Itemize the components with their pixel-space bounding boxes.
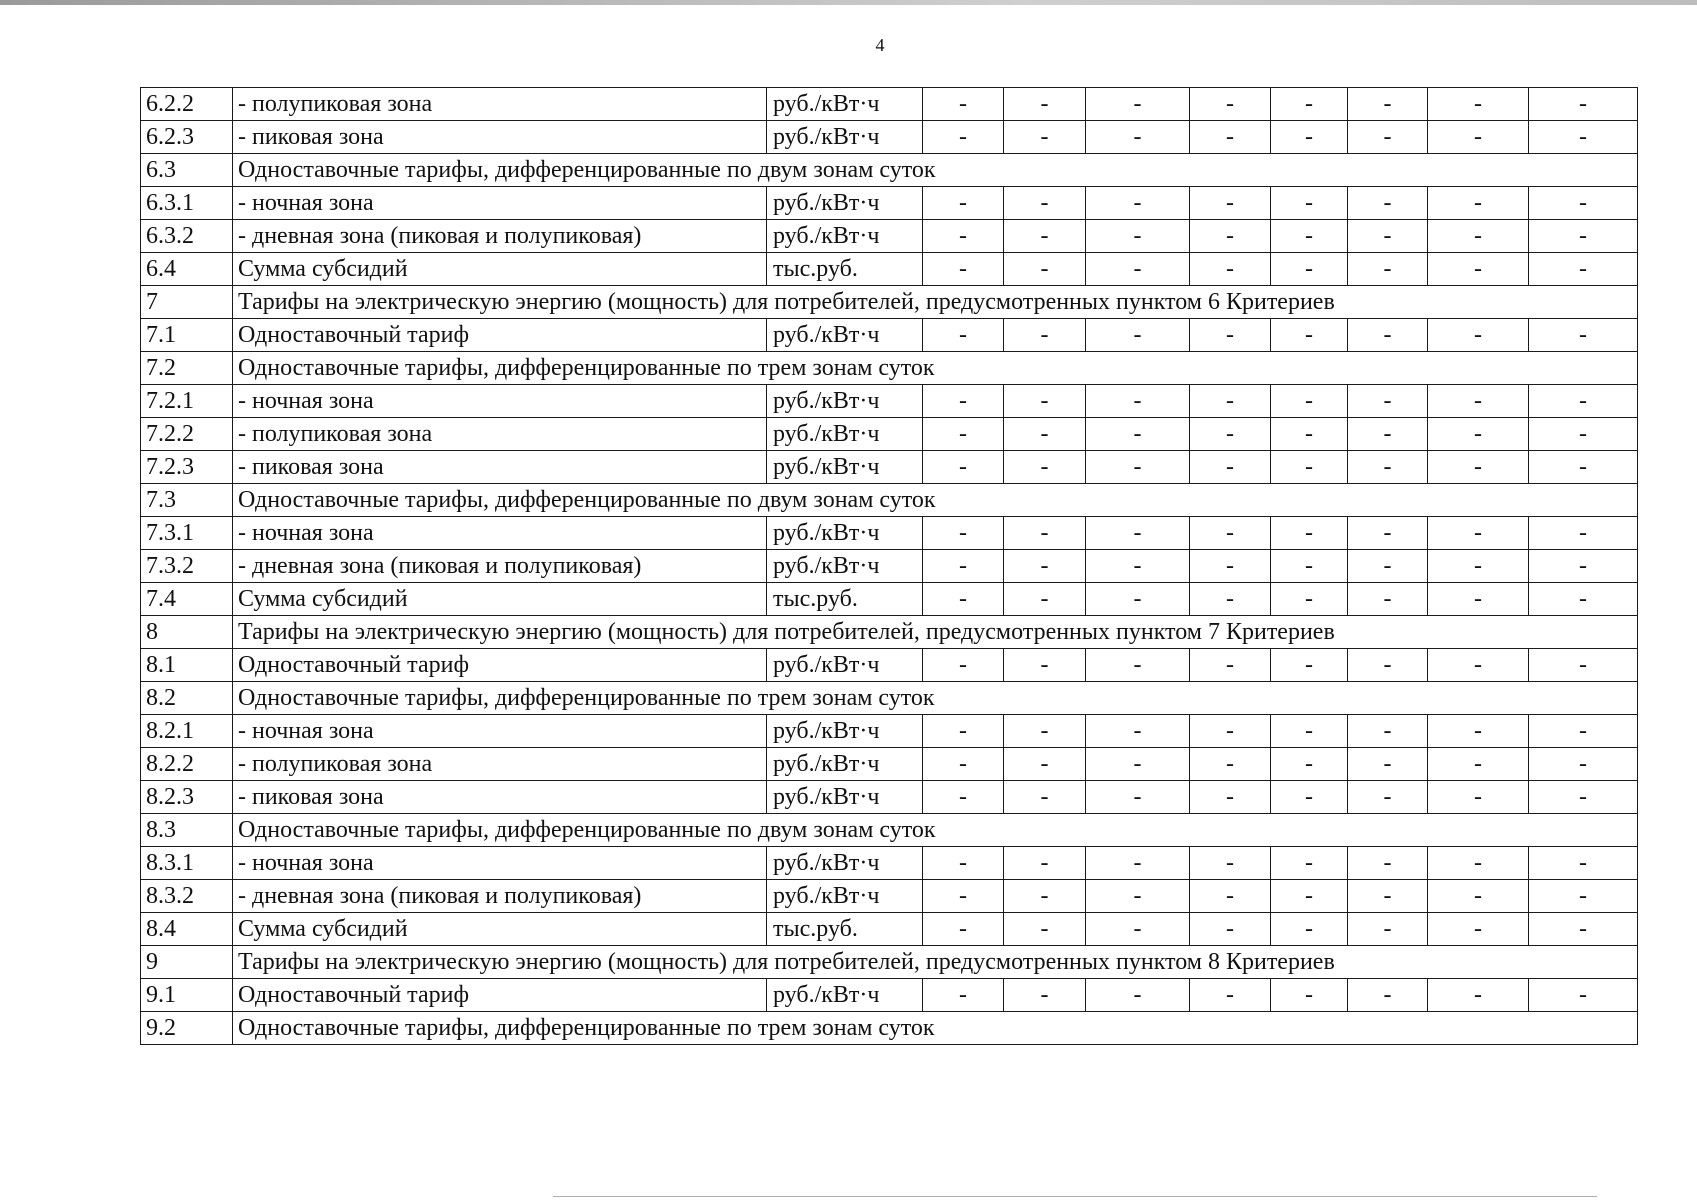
value-cell: - (1348, 88, 1428, 121)
row-number: 7.2.1 (141, 385, 233, 418)
unit-cell: руб./кВт·ч (767, 517, 923, 550)
row-label: - дневная зона (пиковая и полупиковая) (233, 550, 767, 583)
value-cell: - (1004, 979, 1086, 1012)
value-cell: - (1428, 979, 1529, 1012)
value-cell: - (1271, 451, 1348, 484)
row-number: 7.3 (141, 484, 233, 517)
value-cell: - (1004, 451, 1086, 484)
value-cell: - (1271, 748, 1348, 781)
scan-top-edge (0, 0, 1697, 5)
value-cell: - (1271, 583, 1348, 616)
value-cell: - (923, 583, 1004, 616)
unit-cell: руб./кВт·ч (767, 385, 923, 418)
unit-cell: тыс.руб. (767, 253, 923, 286)
value-cell: - (1428, 121, 1529, 154)
value-cell: - (1086, 715, 1190, 748)
scan-bottom-edge (553, 1196, 1597, 1197)
value-cell: - (1348, 715, 1428, 748)
value-cell: - (923, 88, 1004, 121)
row-number: 8.2.1 (141, 715, 233, 748)
section-row (141, 682, 1638, 715)
row-number: 8.3 (141, 814, 233, 847)
row-label: - полупиковая зона (233, 748, 767, 781)
section-heading: Тарифы на электрическую энергию (мощность) для потребителей, предусмотренных пунктом 7 Критериев (233, 616, 1638, 649)
value-cell: - (1190, 418, 1271, 451)
value-cell: - (1004, 88, 1086, 121)
value-cell: - (1086, 385, 1190, 418)
value-cell: - (1428, 550, 1529, 583)
value-cell: - (1348, 220, 1428, 253)
value-cell: - (1004, 847, 1086, 880)
value-cell: - (1004, 550, 1086, 583)
value-cell: - (1428, 418, 1529, 451)
value-cell: - (1086, 517, 1190, 550)
value-cell: - (1529, 451, 1638, 484)
value-cell: - (1271, 979, 1348, 1012)
unit-cell: руб./кВт·ч (767, 451, 923, 484)
value-cell: - (1086, 781, 1190, 814)
row-number: 8.2 (141, 682, 233, 715)
tariff-table (140, 87, 1638, 1045)
table-row (141, 979, 1638, 1012)
row-number: 9.2 (141, 1012, 233, 1045)
value-cell: - (1529, 319, 1638, 352)
value-cell: - (1271, 319, 1348, 352)
value-cell: - (1086, 319, 1190, 352)
row-number: 8.3.2 (141, 880, 233, 913)
value-cell: - (1190, 121, 1271, 154)
unit-cell: руб./кВт·ч (767, 418, 923, 451)
value-cell: - (1086, 88, 1190, 121)
value-cell: - (1190, 220, 1271, 253)
section-heading: Одноставочные тарифы, дифференцированные по трем зонам суток (233, 1012, 1638, 1045)
table-row (141, 187, 1638, 220)
row-number: 6.4 (141, 253, 233, 286)
value-cell: - (1271, 517, 1348, 550)
section-heading: Одноставочные тарифы, дифференцированные по трем зонам суток (233, 352, 1638, 385)
table-row (141, 418, 1638, 451)
value-cell: - (1428, 385, 1529, 418)
row-number: 6.3.1 (141, 187, 233, 220)
row-number: 8.2.2 (141, 748, 233, 781)
value-cell: - (1190, 649, 1271, 682)
row-number: 7.3.2 (141, 550, 233, 583)
table-row (141, 880, 1638, 913)
value-cell: - (1428, 847, 1529, 880)
value-cell: - (923, 121, 1004, 154)
row-number: 6.2.3 (141, 121, 233, 154)
value-cell: - (1004, 220, 1086, 253)
value-cell: - (923, 649, 1004, 682)
value-cell: - (1086, 121, 1190, 154)
value-cell: - (1271, 781, 1348, 814)
value-cell: - (923, 220, 1004, 253)
value-cell: - (1348, 583, 1428, 616)
table-row (141, 253, 1638, 286)
value-cell: - (1428, 517, 1529, 550)
value-cell: - (1529, 385, 1638, 418)
row-label: - дневная зона (пиковая и полупиковая) (233, 880, 767, 913)
value-cell: - (1529, 220, 1638, 253)
value-cell: - (1086, 979, 1190, 1012)
value-cell: - (1086, 583, 1190, 616)
row-label: - дневная зона (пиковая и полупиковая) (233, 220, 767, 253)
row-number: 8.3.1 (141, 847, 233, 880)
value-cell: - (923, 418, 1004, 451)
unit-cell: руб./кВт·ч (767, 550, 923, 583)
row-label: - пиковая зона (233, 781, 767, 814)
value-cell: - (1348, 550, 1428, 583)
row-label: Одноставочный тариф (233, 649, 767, 682)
value-cell: - (1271, 253, 1348, 286)
value-cell: - (1428, 715, 1529, 748)
value-cell: - (1529, 121, 1638, 154)
value-cell: - (1190, 385, 1271, 418)
page-number: 4 (875, 35, 885, 55)
value-cell: - (923, 913, 1004, 946)
unit-cell: тыс.руб. (767, 583, 923, 616)
unit-cell: руб./кВт·ч (767, 220, 923, 253)
value-cell: - (1004, 319, 1086, 352)
section-row (141, 286, 1638, 319)
value-cell: - (1271, 715, 1348, 748)
value-cell: - (1190, 88, 1271, 121)
unit-cell: руб./кВт·ч (767, 121, 923, 154)
value-cell: - (1086, 418, 1190, 451)
value-cell: - (1190, 847, 1271, 880)
value-cell: - (1348, 418, 1428, 451)
value-cell: - (1529, 253, 1638, 286)
value-cell: - (1086, 187, 1190, 220)
value-cell: - (923, 715, 1004, 748)
value-cell: - (1086, 847, 1190, 880)
value-cell: - (1190, 583, 1271, 616)
row-number: 7.2 (141, 352, 233, 385)
value-cell: - (1271, 88, 1348, 121)
table-row (141, 385, 1638, 418)
row-number: 7.3.1 (141, 517, 233, 550)
table-row (141, 847, 1638, 880)
value-cell: - (1348, 748, 1428, 781)
value-cell: - (1529, 715, 1638, 748)
unit-cell: руб./кВт·ч (767, 847, 923, 880)
row-label: Одноставочный тариф (233, 979, 767, 1012)
value-cell: - (923, 187, 1004, 220)
value-cell: - (1529, 649, 1638, 682)
row-label: Сумма субсидий (233, 583, 767, 616)
row-label: - полупиковая зона (233, 418, 767, 451)
value-cell: - (1004, 418, 1086, 451)
row-label: Сумма субсидий (233, 253, 767, 286)
value-cell: - (923, 781, 1004, 814)
value-cell: - (1529, 550, 1638, 583)
row-label: - пиковая зона (233, 451, 767, 484)
row-label: Одноставочный тариф (233, 319, 767, 352)
value-cell: - (1529, 88, 1638, 121)
row-number: 6.3 (141, 154, 233, 187)
value-cell: - (923, 748, 1004, 781)
value-cell: - (1190, 253, 1271, 286)
value-cell: - (1271, 418, 1348, 451)
section-row (141, 154, 1638, 187)
value-cell: - (1348, 253, 1428, 286)
table-body (141, 88, 1638, 1045)
table-row (141, 913, 1638, 946)
value-cell: - (1348, 121, 1428, 154)
value-cell: - (1348, 781, 1428, 814)
value-cell: - (1529, 880, 1638, 913)
row-label: - ночная зона (233, 385, 767, 418)
value-cell: - (1348, 847, 1428, 880)
value-cell: - (1428, 319, 1529, 352)
unit-cell: руб./кВт·ч (767, 715, 923, 748)
value-cell: - (1086, 253, 1190, 286)
value-cell: - (923, 319, 1004, 352)
row-number: 7.4 (141, 583, 233, 616)
row-number: 7.2.3 (141, 451, 233, 484)
value-cell: - (1004, 385, 1086, 418)
unit-cell: руб./кВт·ч (767, 781, 923, 814)
value-cell: - (1348, 649, 1428, 682)
value-cell: - (1004, 253, 1086, 286)
value-cell: - (1271, 550, 1348, 583)
value-cell: - (1271, 649, 1348, 682)
value-cell: - (1086, 220, 1190, 253)
table-row (141, 451, 1638, 484)
table-row (141, 748, 1638, 781)
value-cell: - (1004, 649, 1086, 682)
value-cell: - (1348, 451, 1428, 484)
row-label: Сумма субсидий (233, 913, 767, 946)
table-row (141, 715, 1638, 748)
value-cell: - (1529, 847, 1638, 880)
value-cell: - (1086, 649, 1190, 682)
value-cell: - (1004, 913, 1086, 946)
section-row (141, 1012, 1638, 1045)
value-cell: - (1428, 748, 1529, 781)
value-cell: - (1190, 880, 1271, 913)
section-row (141, 814, 1638, 847)
value-cell: - (1348, 517, 1428, 550)
value-cell: - (923, 253, 1004, 286)
value-cell: - (923, 385, 1004, 418)
value-cell: - (1004, 187, 1086, 220)
value-cell: - (1086, 451, 1190, 484)
section-heading: Тарифы на электрическую энергию (мощность) для потребителей, предусмотренных пунктом 8 Критериев (233, 946, 1638, 979)
value-cell: - (1190, 979, 1271, 1012)
value-cell: - (1529, 517, 1638, 550)
value-cell: - (1428, 781, 1529, 814)
table-row (141, 220, 1638, 253)
value-cell: - (1086, 748, 1190, 781)
row-number: 8.1 (141, 649, 233, 682)
value-cell: - (1529, 913, 1638, 946)
unit-cell: тыс.руб. (767, 913, 923, 946)
row-label: - ночная зона (233, 517, 767, 550)
section-row (141, 484, 1638, 517)
section-row (141, 946, 1638, 979)
value-cell: - (1004, 121, 1086, 154)
table-row (141, 121, 1638, 154)
value-cell: - (1190, 319, 1271, 352)
value-cell: - (1271, 880, 1348, 913)
value-cell: - (1190, 517, 1271, 550)
value-cell: - (1086, 550, 1190, 583)
value-cell: - (923, 880, 1004, 913)
table-row (141, 88, 1638, 121)
value-cell: - (1348, 187, 1428, 220)
value-cell: - (1190, 913, 1271, 946)
value-cell: - (1190, 781, 1271, 814)
row-number: 6.3.2 (141, 220, 233, 253)
value-cell: - (1428, 583, 1529, 616)
row-label: - пиковая зона (233, 121, 767, 154)
value-cell: - (1529, 187, 1638, 220)
value-cell: - (1529, 583, 1638, 616)
value-cell: - (1271, 847, 1348, 880)
section-heading: Одноставочные тарифы, дифференцированные по двум зонам суток (233, 154, 1638, 187)
unit-cell: руб./кВт·ч (767, 187, 923, 220)
value-cell: - (923, 847, 1004, 880)
table-row (141, 517, 1638, 550)
value-cell: - (923, 517, 1004, 550)
value-cell: - (1004, 880, 1086, 913)
row-label: - ночная зона (233, 847, 767, 880)
unit-cell: руб./кВт·ч (767, 88, 923, 121)
value-cell: - (1004, 781, 1086, 814)
value-cell: - (1271, 913, 1348, 946)
value-cell: - (1348, 385, 1428, 418)
value-cell: - (1428, 649, 1529, 682)
value-cell: - (1529, 748, 1638, 781)
row-number: 8.4 (141, 913, 233, 946)
value-cell: - (1271, 385, 1348, 418)
row-number: 7 (141, 286, 233, 319)
value-cell: - (1086, 913, 1190, 946)
value-cell: - (1190, 187, 1271, 220)
section-heading: Одноставочные тарифы, дифференцированные по двум зонам суток (233, 814, 1638, 847)
value-cell: - (1271, 187, 1348, 220)
value-cell: - (1529, 418, 1638, 451)
row-number: 9.1 (141, 979, 233, 1012)
value-cell: - (923, 550, 1004, 583)
value-cell: - (1428, 880, 1529, 913)
value-cell: - (1529, 979, 1638, 1012)
unit-cell: руб./кВт·ч (767, 979, 923, 1012)
value-cell: - (1428, 913, 1529, 946)
unit-cell: руб./кВт·ч (767, 649, 923, 682)
table-row (141, 649, 1638, 682)
value-cell: - (1348, 319, 1428, 352)
table-row (141, 583, 1638, 616)
row-label: - ночная зона (233, 715, 767, 748)
value-cell: - (1428, 187, 1529, 220)
row-number: 7.2.2 (141, 418, 233, 451)
value-cell: - (1428, 451, 1529, 484)
section-heading: Одноставочные тарифы, дифференцированные по двум зонам суток (233, 484, 1638, 517)
value-cell: - (1004, 748, 1086, 781)
section-heading: Тарифы на электрическую энергию (мощность) для потребителей, предусмотренных пунктом 6 Критериев (233, 286, 1638, 319)
section-row (141, 352, 1638, 385)
value-cell: - (1348, 913, 1428, 946)
value-cell: - (1004, 517, 1086, 550)
row-label: - полупиковая зона (233, 88, 767, 121)
row-number: 6.2.2 (141, 88, 233, 121)
table-row (141, 781, 1638, 814)
value-cell: - (923, 451, 1004, 484)
value-cell: - (1428, 253, 1529, 286)
section-heading: Одноставочные тарифы, дифференцированные по трем зонам суток (233, 682, 1638, 715)
value-cell: - (1271, 121, 1348, 154)
row-number: 8 (141, 616, 233, 649)
value-cell: - (1190, 748, 1271, 781)
value-cell: - (1271, 220, 1348, 253)
value-cell: - (1348, 880, 1428, 913)
row-number: 7.1 (141, 319, 233, 352)
row-number: 8.2.3 (141, 781, 233, 814)
value-cell: - (1348, 979, 1428, 1012)
unit-cell: руб./кВт·ч (767, 319, 923, 352)
table-row (141, 319, 1638, 352)
value-cell: - (1190, 715, 1271, 748)
unit-cell: руб./кВт·ч (767, 880, 923, 913)
value-cell: - (1190, 451, 1271, 484)
section-row (141, 616, 1638, 649)
value-cell: - (1004, 715, 1086, 748)
value-cell: - (923, 979, 1004, 1012)
value-cell: - (1190, 550, 1271, 583)
value-cell: - (1428, 220, 1529, 253)
table-row (141, 550, 1638, 583)
row-label: - ночная зона (233, 187, 767, 220)
value-cell: - (1086, 880, 1190, 913)
value-cell: - (1004, 583, 1086, 616)
value-cell: - (1529, 781, 1638, 814)
unit-cell: руб./кВт·ч (767, 748, 923, 781)
row-number: 9 (141, 946, 233, 979)
value-cell: - (1428, 88, 1529, 121)
